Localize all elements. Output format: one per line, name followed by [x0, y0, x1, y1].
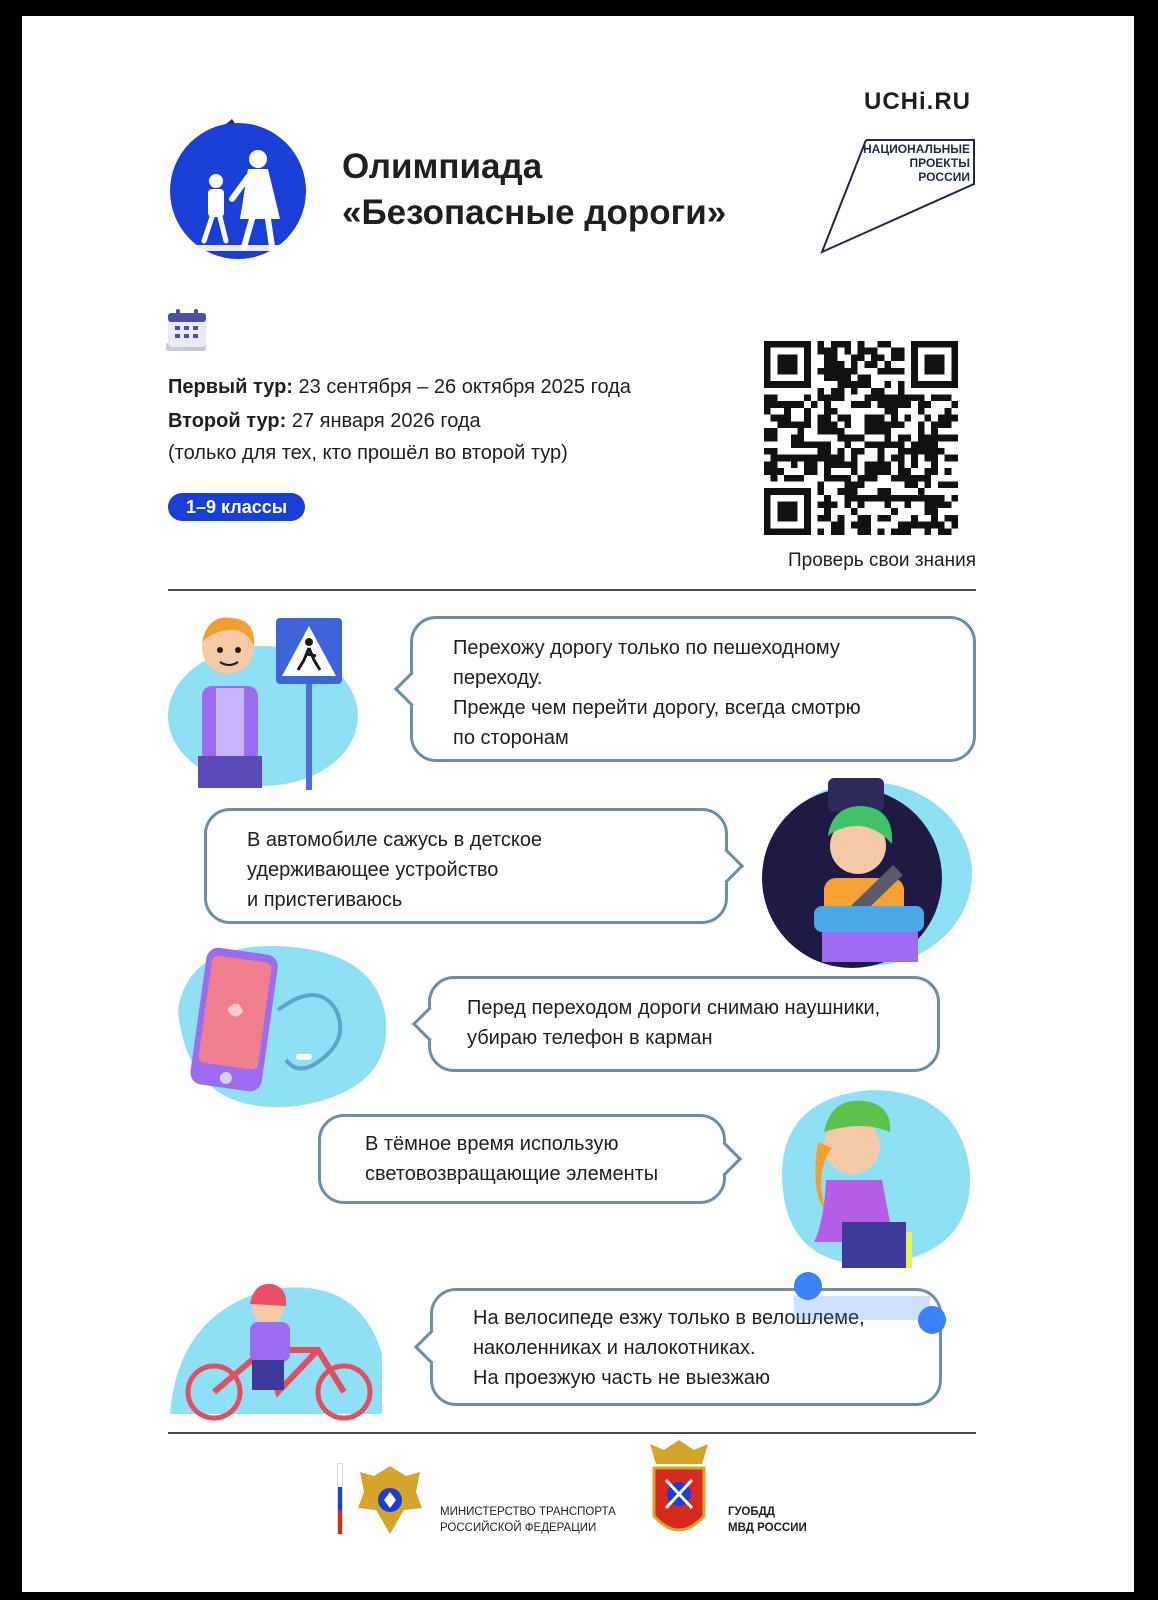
second-round: Второй тур: 27 января 2026 года	[168, 410, 481, 432]
selection-start-handle[interactable]	[794, 1272, 822, 1300]
child-car-seat-illustration	[758, 774, 972, 970]
first-round: Первый тур: 23 сентября – 26 октября 2025 года	[168, 376, 631, 398]
girl-reflective-illustration	[774, 1082, 974, 1272]
qr-code[interactable]	[764, 341, 958, 535]
document-page	[22, 16, 1134, 1592]
schedule	[168, 370, 631, 468]
rule-bubble-2: В автомобиле сажусь в детское удерживающее устройство и пристегиваюсь	[204, 808, 728, 924]
girl-bicycle-illustration	[168, 1274, 384, 1422]
uchi-ru-logo: UCHi.RU	[864, 88, 971, 115]
boy-crosswalk-illustration	[168, 606, 368, 792]
ministry-name: МИНИСТЕРСТВО ТРАНСПОРТА РОССИЙСКОЙ ФЕДЕРАЦИИ	[440, 1506, 616, 1534]
grades-badge: 1–9 классы	[168, 493, 305, 521]
olympiad-logo	[168, 119, 308, 259]
ministry-emblem-icon	[354, 1462, 426, 1538]
divider-top	[168, 589, 976, 591]
gibdd-name: ГУОБДД МВД РОССИИ	[728, 1506, 807, 1534]
divider-bottom	[168, 1432, 976, 1434]
national-projects-logo: НАЦИОНАЛЬНЫЕ ПРОЕКТЫ РОССИИ	[820, 134, 980, 254]
rule-bubble-4: В тёмное время использую световозвращающие элементы	[318, 1114, 726, 1204]
russian-flag-stripe	[338, 1464, 342, 1534]
rule-bubble-3: Перед переходом дороги снимаю наушники, убираю телефон в карман	[428, 976, 940, 1072]
phone-headphones-illustration	[168, 940, 392, 1112]
text-selection-highlight	[794, 1296, 930, 1320]
gibdd-emblem-icon	[644, 1436, 714, 1548]
rule-bubble-1: Перехожу дорогу только по пешеходному переходу. Прежде чем перейти дорогу, всегда смотрю по сторонам	[410, 616, 976, 762]
page-title: Олимпиада «Безопасные дороги»	[342, 147, 727, 232]
calendar-icon	[162, 307, 212, 357]
second-round-note: (только для тех, кто прошёл во второй тур)	[168, 442, 568, 464]
rule-bubble-5: На велосипеде езжу только в велошлеме, наколенниках и налокотниках. На проезжую часть не выезжаю	[430, 1288, 942, 1406]
qr-caption: Проверь свои знания	[788, 550, 976, 571]
selection-end-handle[interactable]	[918, 1306, 946, 1334]
